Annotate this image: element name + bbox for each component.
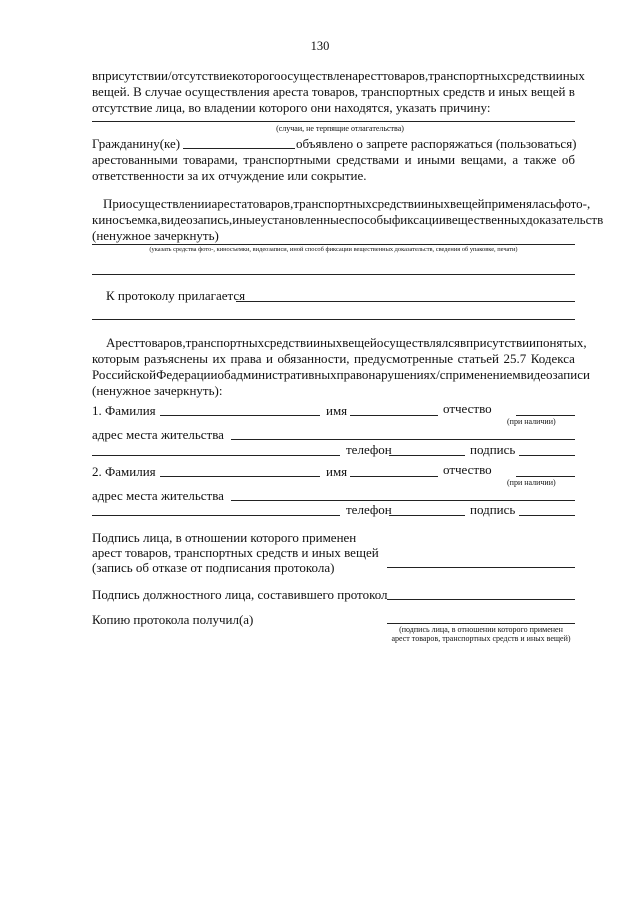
word: фиксации <box>391 212 446 227</box>
word: транспортных <box>361 84 440 99</box>
word: их <box>212 351 227 366</box>
official-signature-label: Подпись должностного лица, составившего протокол <box>92 587 388 602</box>
word: фото-, <box>555 196 591 211</box>
witness2-patronymic-label: отчество <box>443 462 492 477</box>
citizen-name-line <box>183 148 295 149</box>
word: вещей <box>342 335 377 350</box>
word: присутствии/отсутствие <box>98 68 233 83</box>
attached-label: К протоколу прилагается <box>106 288 246 303</box>
witness2-name-line <box>350 476 438 477</box>
word: товаров, <box>139 335 186 350</box>
word: При <box>103 196 126 211</box>
reason-line <box>92 121 575 122</box>
word: средствами <box>336 152 400 167</box>
copy-received-line <box>387 623 575 624</box>
word: ареста <box>272 84 309 99</box>
word: средств <box>371 196 414 211</box>
word: способы <box>344 212 392 227</box>
copy-caption-line-2: арест товаров, транспортных средств и иных вещей) <box>391 634 571 643</box>
intro-line-2 <box>92 84 575 100</box>
word: а <box>512 152 519 167</box>
witness1-phone-label: телефон <box>346 442 392 457</box>
word: об <box>217 367 231 382</box>
word: установленные <box>260 212 345 227</box>
attached-line-2 <box>92 319 575 320</box>
witnesses-line-4: (ненужное зачеркнуть): <box>92 383 223 398</box>
witnesses-line-3 <box>92 367 590 383</box>
word: товаров, <box>311 84 359 99</box>
copy-caption-line-1: (подпись лица, в отношении которого применен <box>399 625 563 634</box>
citizen-line-3: ответственности за их отчуждение или сокрытие. <box>92 168 367 183</box>
word: осуществлялся <box>376 335 461 350</box>
word: осуществления <box>185 84 270 99</box>
word: транспортными <box>243 152 331 167</box>
witness2-patronymic-line <box>516 476 575 477</box>
word: Российской <box>92 367 157 382</box>
intro-line-1 <box>92 68 585 84</box>
word: вещей. <box>92 84 130 99</box>
word: предусмотренные <box>354 351 454 366</box>
word: товарами, <box>183 152 238 167</box>
word: которым <box>92 351 140 366</box>
copy-received-label: Копию протокола получил(а) <box>92 612 254 627</box>
fixation-line-2 <box>92 212 604 228</box>
word: применялась <box>484 196 556 211</box>
witness1-signature-line <box>519 455 575 456</box>
word: иные <box>232 212 261 227</box>
word: которого <box>232 68 281 83</box>
witness1-surname-line <box>160 415 320 416</box>
word: Кодекса <box>530 351 575 366</box>
citizen-label: Гражданину(ке) <box>92 136 181 151</box>
word: вещами, <box>460 152 507 167</box>
fixation-line-1 <box>103 196 591 212</box>
witness1-patronymic-line <box>516 415 575 416</box>
witness1-name-line <box>350 415 438 416</box>
witness2-phone-line <box>389 515 465 516</box>
fixation-line <box>92 244 575 245</box>
word: иных <box>555 68 585 83</box>
person-signature-line-3: (запись об отказе от подписания протокола) <box>92 560 335 575</box>
intro-line-3: отсутствие лица, во владении которого они находятся, указать причину: <box>92 100 491 115</box>
fixation-caption: (указать средства фото-, киносъемки, видеозаписи, иной способ фиксации вещественных доказательств, сведения об упаковке, печати) <box>149 246 518 253</box>
word: арестованными <box>92 152 178 167</box>
word: также <box>523 152 557 167</box>
witness2-surname-label: 2. Фамилия <box>92 464 156 479</box>
word: осуществлен <box>280 68 353 83</box>
witness2-signature-label: подпись <box>470 502 516 517</box>
word: правонарушениях/с <box>336 367 446 382</box>
word: и <box>306 335 314 350</box>
witness1-name-label: имя <box>326 403 348 418</box>
word: 25.7 <box>503 351 527 366</box>
word: иных <box>313 335 343 350</box>
word: права <box>230 351 262 366</box>
witnesses-line-2 <box>92 351 575 367</box>
word: иных <box>498 84 528 99</box>
witness1-signature-label: подпись <box>470 442 516 457</box>
word: вещей <box>530 84 566 99</box>
citizen-line-2 <box>92 152 575 168</box>
word: и <box>488 84 496 99</box>
fixation-extra-line <box>92 274 575 275</box>
word: транспортных <box>185 335 265 350</box>
word: транспортных <box>428 68 507 83</box>
witness2-address-line-2 <box>92 515 340 516</box>
word: иных <box>420 196 451 211</box>
witness2-surname-line <box>160 476 320 477</box>
word: киносъемка, <box>92 212 161 227</box>
word: видеозапись, <box>160 212 233 227</box>
word: и <box>548 68 556 83</box>
word: применением <box>445 367 521 382</box>
fixation-line-3: (ненужное зачеркнуть) <box>92 228 219 243</box>
word: и <box>265 351 273 366</box>
word: В <box>133 84 142 99</box>
word: видеозаписи <box>520 367 590 382</box>
word: в <box>460 335 467 350</box>
person-signature-line-2: арест товаров, транспортных средств и иных вещей <box>92 545 379 560</box>
witness2-address-line <box>231 500 575 501</box>
witnesses-line-1 <box>106 335 587 351</box>
witness1-address-line <box>231 439 575 440</box>
witness1-phone-line <box>389 455 465 456</box>
witness1-address-line-2 <box>92 455 340 456</box>
person-signature-line-1: Подпись лица, в отношении которого применен <box>92 530 357 545</box>
citizen-tail: объявлено о запрете распоряжаться (пользоваться) <box>296 136 577 151</box>
word: и <box>404 152 412 167</box>
word: Арест <box>106 335 140 350</box>
word: случае <box>144 84 182 99</box>
word: присутствии <box>466 335 537 350</box>
word: товаров, <box>382 68 429 83</box>
urgent-caption: (случаи, не терпящие отлагательства) <box>276 124 404 133</box>
word: об <box>561 152 575 167</box>
word: средств <box>506 68 549 83</box>
word: иными <box>417 152 456 167</box>
witness1-patronymic-label: отчество <box>443 401 492 416</box>
witness2-name-label: имя <box>326 464 348 479</box>
witness2-address-label: адрес места жительства <box>92 488 224 503</box>
word: вещественных <box>445 212 527 227</box>
word: обязанности, <box>277 351 350 366</box>
word: в <box>568 84 575 99</box>
word: осуществлении <box>125 196 212 211</box>
word: Федерации <box>156 367 218 382</box>
word: понятых, <box>536 335 587 350</box>
word: ареста <box>211 196 248 211</box>
word: статьей <box>457 351 499 366</box>
attached-line <box>236 301 575 302</box>
official-signature-line <box>387 599 575 600</box>
witness1-surname-label: 1. Фамилия <box>92 403 156 418</box>
witness2-signature-line <box>519 515 575 516</box>
word: средств <box>442 84 486 99</box>
witness2-if-any: (при наличии) <box>507 478 556 487</box>
person-signature-line <box>387 567 575 568</box>
word: вещей <box>450 196 485 211</box>
word: арест <box>352 68 383 83</box>
word: доказательств <box>526 212 604 227</box>
witness2-phone-label: телефон <box>346 502 392 517</box>
witness1-address-label: адрес места жительства <box>92 427 224 442</box>
word: разъяснены <box>143 351 209 366</box>
word: административных <box>230 367 337 382</box>
word: и <box>413 196 421 211</box>
page-number: 130 <box>310 39 330 53</box>
witness1-if-any: (при наличии) <box>507 417 556 426</box>
word: средств <box>264 335 307 350</box>
word: в <box>92 68 99 83</box>
word: транспортных <box>293 196 372 211</box>
word: товаров, <box>247 196 294 211</box>
